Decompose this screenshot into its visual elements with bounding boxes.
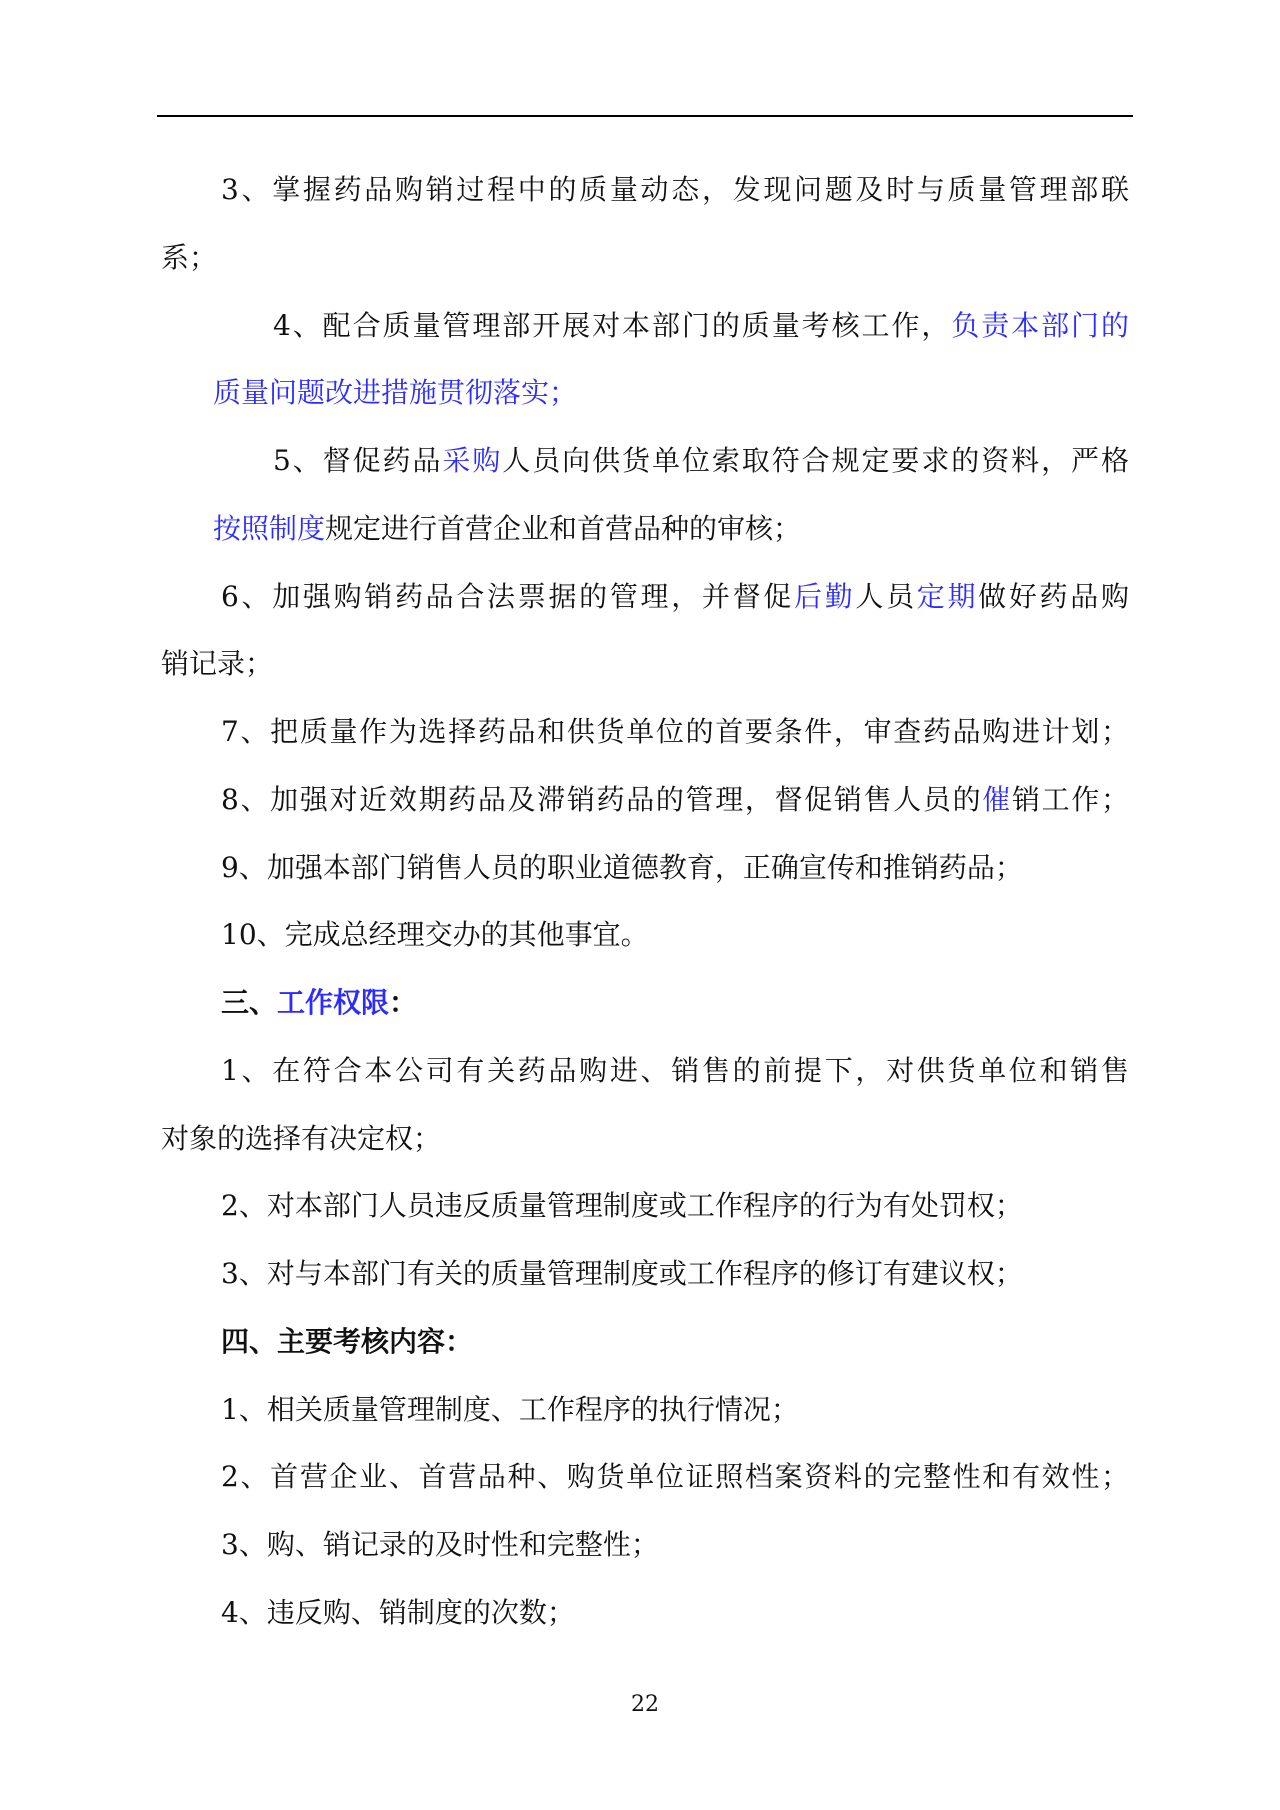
section-heading <box>221 1325 1129 1359</box>
text-run: 2、首营企业、首营品种、购货单位证照档案资料的完整性和有效性； <box>221 1460 1129 1494</box>
text-run: 6、加强购销药品合法票据的管理，并督促 <box>221 579 794 613</box>
text-run: 对象的选择有决定权； <box>161 1121 442 1155</box>
paragraph-line <box>221 783 1129 817</box>
paragraph-line <box>213 376 1129 410</box>
text-run: 3、购、销记录的及时性和完整性； <box>221 1528 659 1561</box>
highlighted-text: 后勤 <box>794 579 856 613</box>
highlighted-text: 负责本部门的 <box>951 308 1129 342</box>
text-run: 销记录； <box>161 647 274 681</box>
highlighted-text: 按照制度 <box>213 511 326 545</box>
text-run: 人员向供货单位索取符合规定要求的资料，严格 <box>502 444 1129 477</box>
text-run: 7、把质量作为选择药品和供货单位的首要条件，审查药品购进计划； <box>221 715 1129 748</box>
paragraph-line <box>221 173 1129 207</box>
text-run: 3、对与本部门有关的质量管理制度或工作程序的修订有建议权； <box>221 1257 1023 1290</box>
paragraph-line <box>273 309 1129 343</box>
text-run: ： <box>389 986 418 1019</box>
paragraph-line <box>213 512 1129 546</box>
text-run: 人员 <box>855 579 917 613</box>
text-run: 8、加强对近效期药品及滞销药品的管理，督促销售人员的 <box>221 782 983 816</box>
text-run: 三、 <box>221 986 278 1019</box>
text-run: 10、完成总经理交办的其他事宜。 <box>221 918 649 952</box>
text-run: 4、配合质量管理部开展对本部门的质量考核工作， <box>273 308 952 342</box>
text-run: 9、加强本部门销售人员的职业道德教育，正确宣传和推销药品； <box>221 850 1023 884</box>
text-run: 1、相关质量管理制度、工作程序的执行情况； <box>221 1392 799 1426</box>
paragraph-line <box>221 1528 1129 1562</box>
paragraph-line <box>221 1189 1129 1223</box>
highlighted-text: 催 <box>982 782 1012 816</box>
text-run: 3、掌握药品购销过程中的质量动态，发现问题及时与质量管理部联 <box>221 173 1129 206</box>
text-run: 四、主要考核内容： <box>221 1324 474 1358</box>
highlighted-text: 质量问题改进措施贯彻落实； <box>213 376 578 410</box>
paragraph-line <box>161 241 1129 275</box>
page-number: 22 <box>631 1692 659 1717</box>
highlighted-text: 工作权限 <box>277 986 390 1019</box>
section-heading <box>221 986 1129 1020</box>
text-run: 4、违反购、销制度的次数； <box>221 1595 575 1629</box>
highlighted-text: 定期 <box>916 579 979 613</box>
paragraph-line <box>221 1460 1129 1494</box>
text-run: 2、对本部门人员违反质量管理制度或工作程序的行为有处罚权； <box>221 1189 1023 1223</box>
text-run: 系； <box>161 240 218 274</box>
paragraph-line <box>221 1054 1129 1088</box>
text-run: 规定进行首营企业和首营品种的审核； <box>325 511 802 545</box>
paragraph-line <box>221 1393 1129 1427</box>
highlighted-text: 采购 <box>442 444 503 477</box>
paragraph-line <box>161 1122 1129 1156</box>
text-run: 5、督促药品 <box>273 444 443 477</box>
paragraph-line <box>221 580 1129 614</box>
text-run: 做好药品购 <box>978 579 1129 613</box>
paragraph-line <box>221 1596 1129 1630</box>
paragraph-line <box>221 918 1129 952</box>
paragraph-line <box>273 444 1129 478</box>
paragraph-line <box>161 647 1129 681</box>
text-run: 1、在符合本公司有关药品购进、销售的前提下，对供货单位和销售 <box>221 1053 1129 1087</box>
paragraph-line <box>221 1257 1129 1291</box>
text-run: 销工作； <box>1011 782 1129 816</box>
paragraph-line <box>221 851 1129 885</box>
paragraph-line <box>221 715 1129 749</box>
header-rule <box>157 115 1133 117</box>
